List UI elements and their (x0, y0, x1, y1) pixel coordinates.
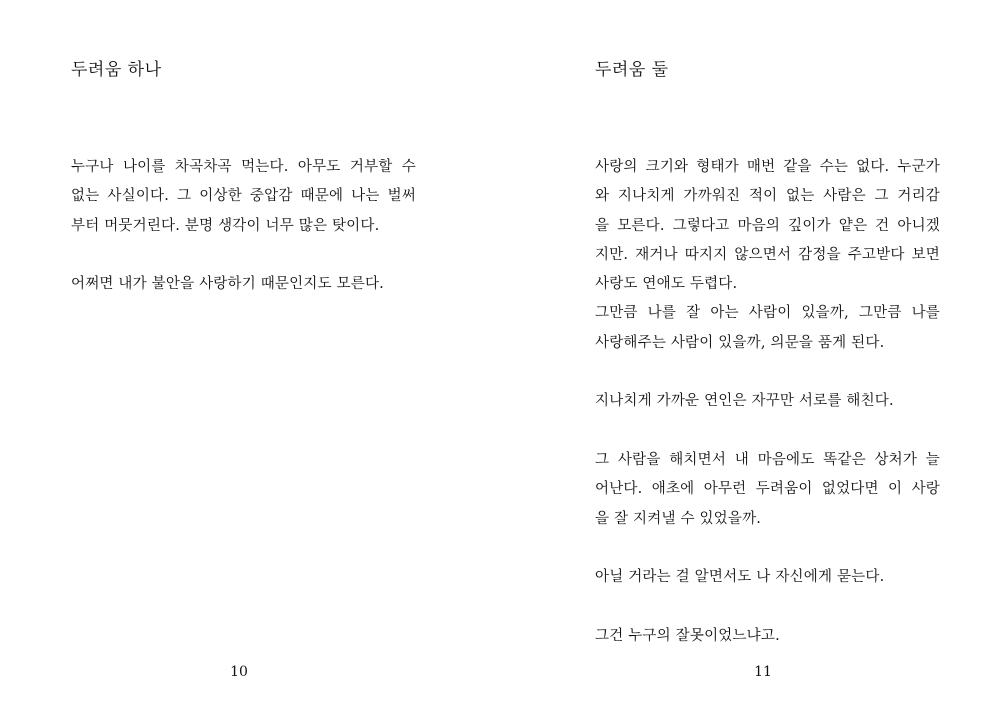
page-body (71, 153, 416, 299)
page-title: 두려움 하나 (71, 60, 162, 80)
text-line: 누구나 나이를 차곡차곡 먹는다. 아무도 거부할 수 (71, 159, 416, 175)
paragraph (595, 446, 940, 534)
paragraph (71, 270, 416, 299)
text-line: 그만큼 나를 잘 아는 사람이 있을까, 그만큼 나를 (595, 305, 940, 322)
text-line: 와 지나치게 가까워진 적이 없는 사람은 그 거리감 (595, 188, 940, 205)
paragraph (71, 153, 416, 241)
text-line: 부터 머뭇거린다. 분명 생각이 너무 많은 탓이다. (71, 217, 380, 234)
paragraph (595, 622, 940, 651)
paragraph (595, 563, 940, 592)
text-line: 없는 사실이다. 그 이상한 중압감 때문에 나는 벌써 (71, 188, 416, 205)
text-line: 지만. 재거나 따지지 않으면서 감정을 주고받다 보면 (595, 246, 940, 263)
text-line: 사랑해주는 사람이 있을까, 의문을 품게 된다. (595, 334, 885, 351)
text-line: 을 모른다. 그렇다고 마음의 깊이가 얕은 건 아니겠 (595, 217, 940, 234)
text-line: 사랑의 크기와 형태가 매번 같을 수는 없다. 누군가 (595, 159, 940, 175)
text-line: 어쩌면 내가 불안을 사랑하기 때문인지도 모른다. (71, 276, 384, 293)
paragraph (595, 153, 940, 358)
text-line: 지나치게 가까운 연인은 자꾸만 서로를 해친다. (595, 393, 894, 410)
page-number: 10 (230, 664, 248, 680)
text-line: 을 잘 지켜낼 수 있었을까. (595, 510, 762, 527)
page-body (595, 153, 940, 651)
text-line: 사랑도 연애도 두렵다. (595, 276, 738, 293)
text-line: 아닐 거라는 걸 알면서도 나 자신에게 묻는다. (595, 569, 885, 586)
paragraph (595, 387, 940, 416)
text-line: 그 사람을 해치면서 내 마음에도 똑같은 상처가 늘 (595, 451, 940, 468)
text-line: 어난다. 애초에 아무런 두려움이 없었다면 이 사랑 (595, 481, 940, 498)
right-page (500, 0, 1000, 714)
page-title: 두려움 둘 (595, 60, 669, 80)
page-number: 11 (754, 664, 772, 680)
text-line: 그건 누구의 잘못이었느냐고. (595, 627, 780, 644)
